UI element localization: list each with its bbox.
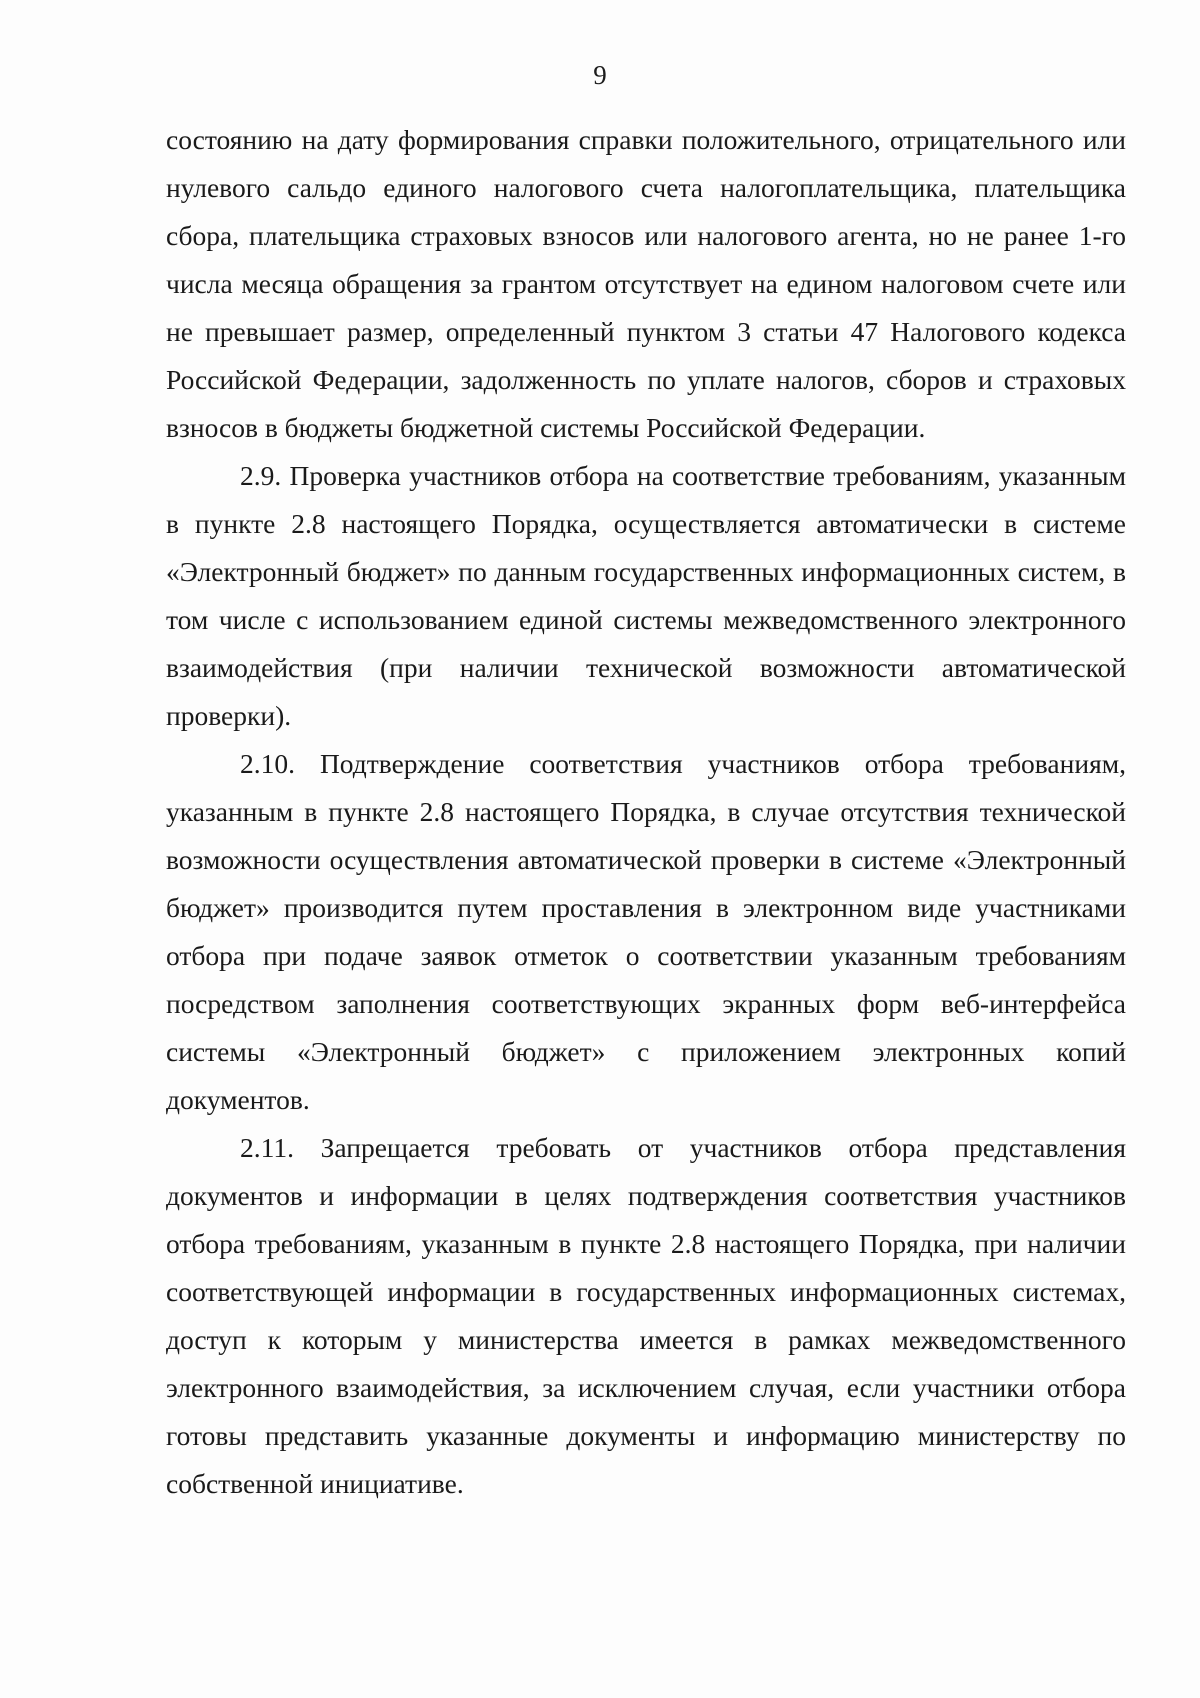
paragraph-tax-debt: состоянию на дату формирования справки положительного, отрицательного или нулевого сальдо единого налогового счета налогоплательщика, плательщика сбора, плательщика страховых взносов или налогового агента, но не ранее 1-го числа месяца обращения за грантом отсутствует на едином налоговом счете или не превышает размер, определенный пунктом 3 статьи 47 Налогового кодекса Российской Федерации, задолженность по уплате налогов, сборов и страховых взносов в бюджеты бюджетной системы Российской Федерации. [166, 124, 1126, 443]
document-body [166, 116, 1126, 1508]
paragraph-2-10: 2.10. Подтверждение соответствия участников отбора требованиям, указанным в пункте 2.8 настоящего Порядка, в случае отсутствия технической возможности осуществления автоматической проверки в системе «Электронный бюджет» производится путем проставления в электронном виде участниками отбора при подаче заявок отметок о соответствии указанным требованиям посредством заполнения соответствующих экранных форм веб-интерфейса системы «Электронный бюджет» с приложением электронных копий документов. [166, 748, 1126, 1115]
paragraph-2-9: 2.9. Проверка участников отбора на соответствие требованиям, указанным в пункте 2.8 настоящего Порядка, осуществляется автоматически в системе «Электронный бюджет» по данным государственных информационных систем, в том числе с использованием единой системы межведомственного электронного взаимодействия (при наличии технической возможности автоматической проверки). [166, 460, 1126, 731]
page-number: 9 [593, 60, 607, 90]
paragraph-2-11: 2.11. Запрещается требовать от участников отбора представления документов и информации в целях подтверждения соответствия участников отбора требованиям, указанным в пункте 2.8 настоящего Порядка, при наличии соответствующей информации в государственных информационных системах, доступ к которым у министерства имеется в рамках межведомственного электронного взаимодействия, за исключением случая, если участники отбора готовы представить указанные документы и информацию министерству по собственной инициативе. [166, 1132, 1126, 1499]
